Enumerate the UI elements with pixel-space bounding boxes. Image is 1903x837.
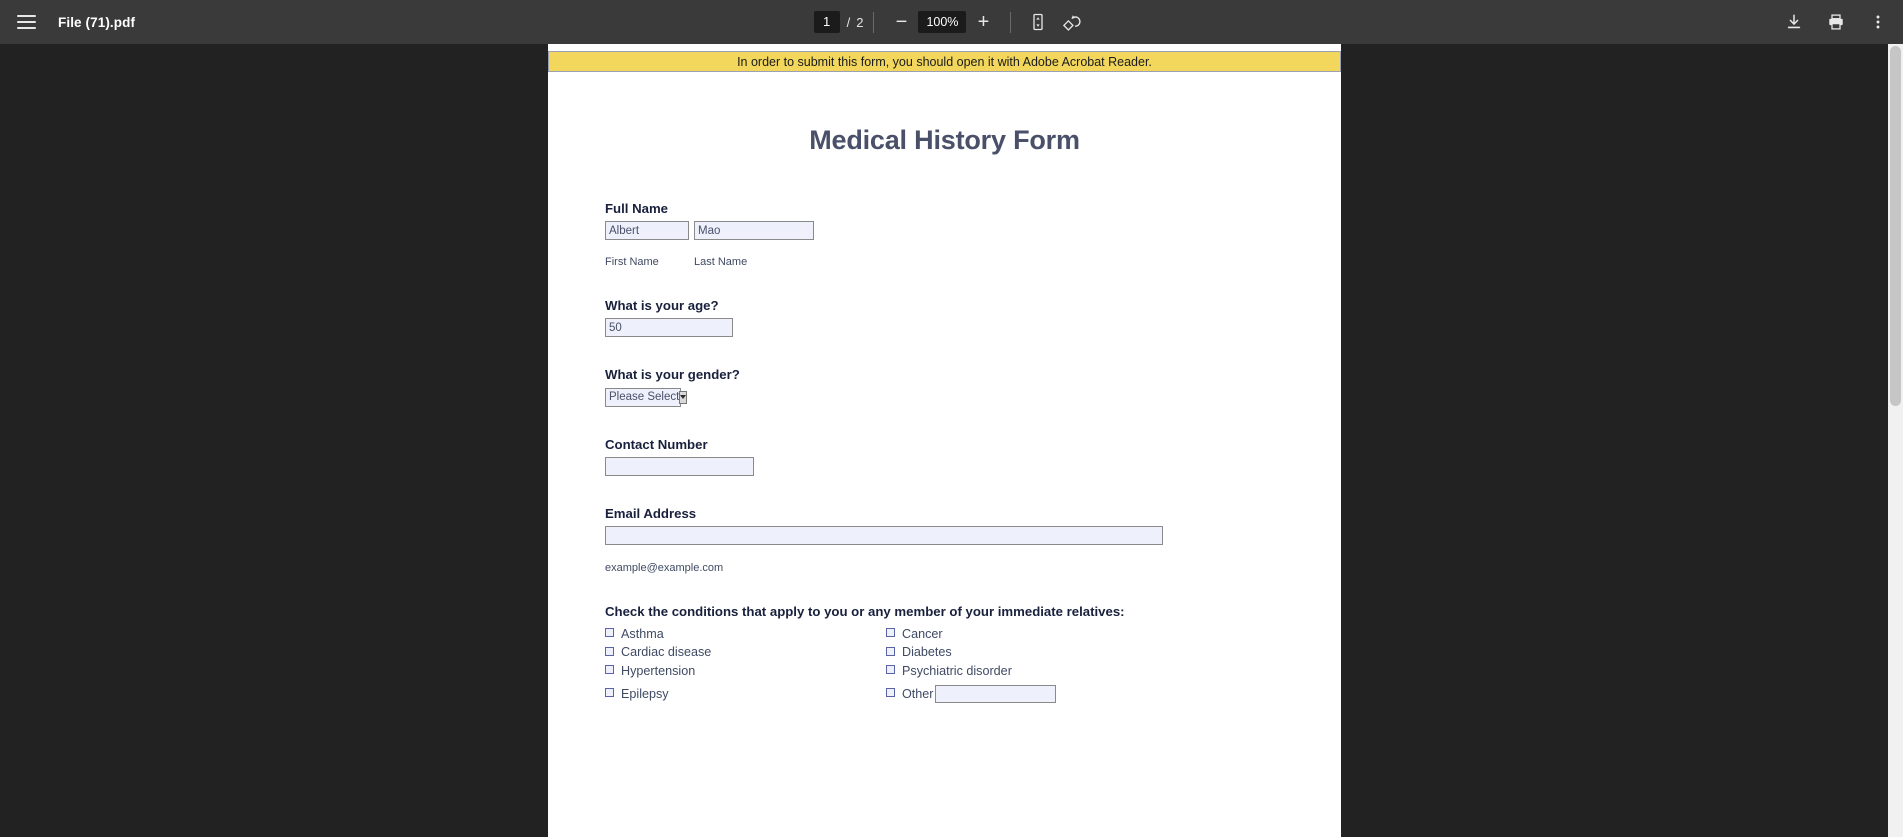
label-epilepsy: Epilepsy (621, 686, 669, 701)
print-icon (1827, 13, 1845, 31)
pdf-page-1 (548, 44, 1341, 837)
zoom-out-button[interactable] (884, 5, 918, 39)
gender-label: What is your gender? (605, 367, 740, 382)
full-name-label: Full Name (605, 201, 669, 216)
toolbar-right-group (1777, 5, 1895, 39)
vertical-scrollbar[interactable] (1888, 44, 1903, 837)
label-asthma: Asthma (621, 626, 664, 641)
last-name-input[interactable] (694, 221, 814, 240)
download-icon (1785, 13, 1803, 31)
page-number-input[interactable] (814, 11, 840, 33)
hamburger-menu-icon[interactable] (9, 5, 43, 39)
page-separator: / (846, 14, 851, 30)
gender-selected-value: Please Select (609, 391, 680, 403)
rotate-counterclockwise-icon (1063, 13, 1082, 32)
checkbox-row-other[interactable] (886, 685, 1341, 704)
file-title: File (71).pdf (58, 14, 136, 30)
viewer-toolbar (0, 0, 1903, 44)
checkbox-other[interactable] (886, 688, 895, 697)
checkbox-row-epilepsy[interactable] (605, 685, 886, 704)
age-input[interactable] (605, 318, 733, 337)
contact-number-label: Contact Number (605, 436, 708, 452)
fit-to-page-button[interactable] (1021, 5, 1055, 39)
more-options-icon (1869, 13, 1887, 31)
document-viewport[interactable] (0, 44, 1888, 837)
checkbox-row-hypertension[interactable] (605, 662, 886, 681)
field-group-full-name (605, 201, 1341, 268)
label-diabetes: Diabetes (902, 645, 952, 660)
email-hint: example@example.com (605, 561, 724, 574)
first-name-input[interactable] (605, 221, 689, 240)
label-cancer: Cancer (902, 626, 943, 641)
label-hypertension: Hypertension (621, 663, 696, 678)
scrollbar-thumb[interactable] (1890, 46, 1901, 406)
minus-icon: − (895, 11, 908, 33)
checkbox-cardiac-disease[interactable] (605, 647, 614, 656)
checkbox-row-cardiac-disease[interactable] (605, 643, 886, 662)
email-input[interactable] (605, 526, 1163, 545)
toolbar-center-group (0, 5, 1903, 39)
plus-icon: + (977, 11, 990, 33)
field-group-age (605, 298, 1341, 337)
checkbox-diabetes[interactable] (886, 647, 895, 656)
more-options-button[interactable] (1861, 5, 1895, 39)
label-cardiac-disease: Cardiac disease (621, 645, 712, 660)
toolbar-left-group (0, 5, 135, 39)
contact-number-input[interactable] (605, 457, 754, 476)
rotate-button[interactable] (1055, 5, 1089, 39)
other-condition-input[interactable] (935, 685, 1056, 703)
last-name-sublabel: Last Name (694, 256, 748, 268)
conditions-label: Check the conditions that apply to you or any member of your immediate relatives: (605, 603, 1125, 619)
total-pages-label: 2 (856, 14, 864, 30)
email-label: Email Address (605, 505, 697, 521)
checkbox-asthma[interactable] (605, 628, 614, 637)
checkbox-cancer[interactable] (886, 628, 895, 637)
checkbox-hypertension[interactable] (605, 665, 614, 674)
checkbox-epilepsy[interactable] (605, 688, 614, 697)
conditions-grid (605, 625, 1341, 704)
checkbox-psychiatric-disorder[interactable] (886, 665, 895, 674)
checkbox-row-asthma[interactable] (605, 625, 886, 644)
field-group-conditions (605, 604, 1341, 704)
checkbox-row-cancer[interactable] (886, 625, 1341, 644)
label-psychiatric-disorder: Psychiatric disorder (902, 663, 1012, 678)
zoom-in-button[interactable] (966, 5, 1000, 39)
print-button[interactable] (1819, 5, 1853, 39)
toolbar-divider-2 (1010, 12, 1011, 33)
hamburger-glyph (17, 15, 36, 29)
acrobat-notice-banner: In order to submit this form, you should open it with Adobe Acrobat Reader. (548, 51, 1341, 72)
fit-to-page-icon (1029, 13, 1047, 31)
gender-select[interactable] (605, 388, 681, 407)
checkbox-row-psychiatric-disorder[interactable] (886, 662, 1341, 681)
first-name-sublabel: First Name (605, 256, 659, 268)
full-name-inputs-row (605, 221, 1341, 240)
field-group-gender (605, 367, 1341, 407)
toolbar-divider-1 (873, 12, 874, 33)
field-group-email (605, 506, 1341, 574)
page-title: Medical History Form (809, 125, 1080, 155)
chevron-down-icon[interactable] (679, 391, 687, 404)
checkbox-row-diabetes[interactable] (886, 643, 1341, 662)
download-button[interactable] (1777, 5, 1811, 39)
full-name-sublabels-row (605, 256, 1341, 268)
zoom-level-value[interactable]: 100% (918, 11, 966, 33)
age-label: What is your age? (605, 298, 719, 313)
field-group-contact-number (605, 437, 1341, 476)
form-body (548, 201, 1341, 703)
label-other: Other (902, 686, 934, 701)
